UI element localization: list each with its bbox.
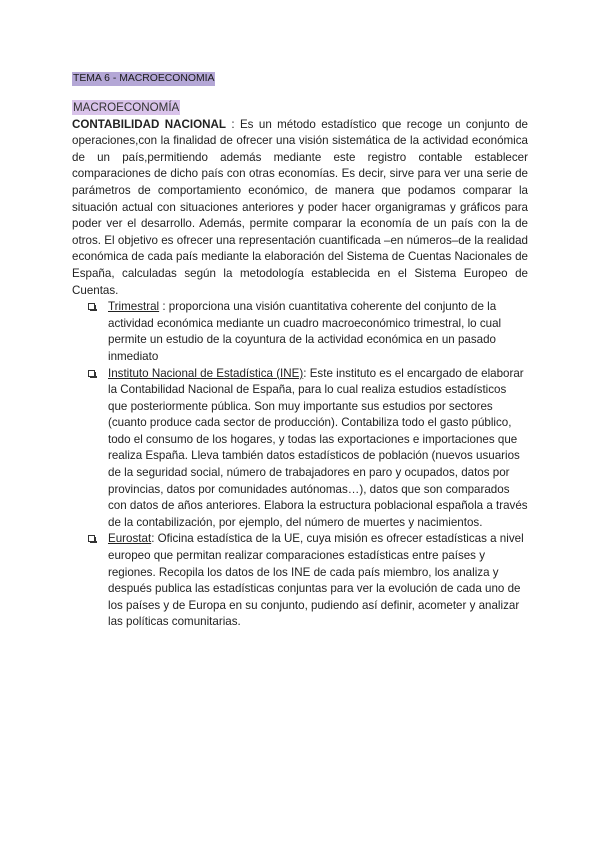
intro-paragraph [72,117,528,300]
section-heading: MACROECONOMÍA [73,101,180,114]
intro-term: CONTABILIDAD NACIONAL [72,117,226,131]
hollow-square-bullet-icon [88,370,95,377]
bullet-text: : proporciona una visión cuantitativa coherente del conjunto de la actividad económica mediante un cuadro macroeconómico trimestral, lo cual permite un estudio de la coyuntura de la actividad económica en un pasado inmediato [108,300,502,363]
list-item [108,366,528,532]
bullet-list [72,299,528,631]
bullet-term: Eurostat [108,532,152,546]
tema-heading: TEMA 6 - MACROECONOMIA [73,73,215,84]
bullet-term: Trimestral [108,300,160,314]
hollow-square-bullet-icon [88,303,95,310]
hollow-square-bullet-icon [88,535,95,542]
bullet-term: Instituto Nacional de Estadística (INE) [108,366,304,380]
bullet-text: : Oficina estadística de la UE, cuya misión es ofrecer estadísticas a nivel europeo que permitan realizar comparaciones estadísticas entre países y regiones. Recopila los datos de los INE de cada país miembro, los analiza y después publica las estadísticas conjuntas para ver la evolución de cada uno de los países y de Europa en su conjunto, pudiendo así definir, acometer y analizar las políticas comunitarias. [108,532,524,629]
intro-text: : Es un método estadístico que recoge un conjunto de operaciones,con la finalidad de ofrecer una visión sistemática de la actividad económica de un país,permitiendo además mediante este registro contable establecer comparaciones de dicho país con otras economías. Es decir, sirve para ver una serie de parámetros de comportamiento económico, de manera que podamos comparar la situación actual con situaciones anteriores y poder hacer organigramas y gráficos para poder ver el desarrollo. Además, permite comparar la economía de un país con la de otros. El objetivo es ofrecer una representación cuantificada –en números–de la realidad económica de cada país mediante la elaboración del Sistema de Cuentas Nacionales de España, calculadas según la metodología establecida en el Sistema Europeo de Cuentas. [72,117,528,297]
section-heading-row [72,100,528,117]
document-page [72,70,528,631]
list-item [108,299,528,365]
list-item [108,531,528,631]
tema-heading-row [72,70,528,100]
bullet-text: : Este instituto es el encargado de elaborar la Contabilidad Nacional de España, para lo cual realiza estudios estadísticos que posteriormente pública. Son muy importante sus estudios por sectores (cuanto produce cada sector de producción). Contabiliza todo el gasto público, todo el consumo de los hogares, y todas las exportaciones e importaciones que realiza España. Lleva también datos estadísticos de población (nuevos usuarios de la seguridad social, número de trabajadores en paro y ocupados, datos por provincias, datos por comunidades autónomas…), datos que son comparados con datos de años anteriores. Elabora la estructura poblacional española a través de la contabilización, por ejemplo, del número de muertes y nacimientos. [108,366,528,529]
